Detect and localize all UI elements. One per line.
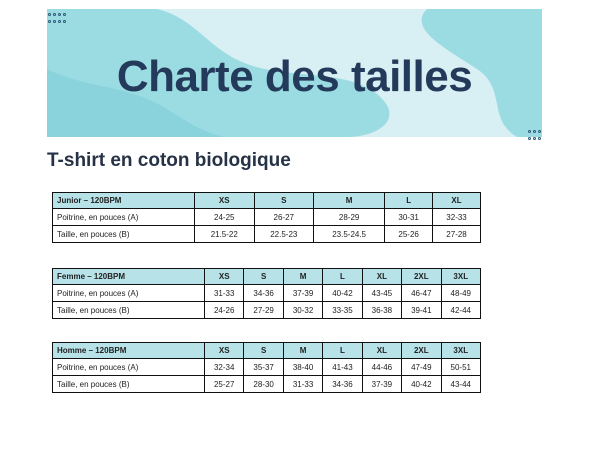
table-cell: 30-31 — [385, 209, 433, 226]
table-header-cell: XS — [205, 269, 244, 285]
size-table-homme — [52, 342, 481, 393]
table-row — [53, 376, 481, 393]
table-cell: 21.5-22 — [195, 226, 255, 243]
table-cell: Taille, en pouces (B) — [53, 302, 205, 319]
table-header-cell: L — [385, 193, 433, 209]
table-row — [53, 226, 481, 243]
table-cell: 33-35 — [323, 302, 362, 319]
table-cell: 25-26 — [385, 226, 433, 243]
table-cell: Poitrine, en pouces (A) — [53, 285, 205, 302]
table-cell: 35-37 — [244, 359, 283, 376]
table-cell: Taille, en pouces (B) — [53, 376, 205, 393]
size-table-junior — [52, 192, 481, 243]
table-row — [53, 359, 481, 376]
table-cell: 34-36 — [323, 376, 362, 393]
table-cell: 44-46 — [362, 359, 401, 376]
table-header-cell: XL — [362, 343, 401, 359]
table-cell: 48-49 — [441, 285, 480, 302]
table-row — [53, 285, 481, 302]
table-cell: 27-29 — [244, 302, 283, 319]
table-cell: 37-39 — [283, 285, 322, 302]
table-cell: 47-49 — [402, 359, 441, 376]
size-table-femme — [52, 268, 481, 319]
table-header-cell: M — [283, 343, 322, 359]
table-header-cell: XL — [433, 193, 481, 209]
table-header-cell: Homme – 120BPM — [53, 343, 205, 359]
table-header-cell: 3XL — [441, 343, 480, 359]
table-cell: 32-33 — [433, 209, 481, 226]
table-cell: 42-44 — [441, 302, 480, 319]
table-cell: 24-25 — [195, 209, 255, 226]
table-cell: 31-33 — [205, 285, 244, 302]
table-cell: 26-27 — [254, 209, 314, 226]
table-cell: 37-39 — [362, 376, 401, 393]
decorative-dots-icon — [527, 126, 542, 140]
table-cell: 31-33 — [283, 376, 322, 393]
table-cell: 28-30 — [244, 376, 283, 393]
table-header-row — [53, 343, 481, 359]
table-header-cell: Junior – 120BPM — [53, 193, 195, 209]
table-cell: 40-42 — [323, 285, 362, 302]
table-header-cell: S — [254, 193, 314, 209]
table-header-cell: 3XL — [441, 269, 480, 285]
table-cell: 50-51 — [441, 359, 480, 376]
table-cell: 46-47 — [402, 285, 441, 302]
table-cell: Taille, en pouces (B) — [53, 226, 195, 243]
table-row — [53, 302, 481, 319]
table-cell: 27-28 — [433, 226, 481, 243]
table-header-cell: 2XL — [402, 343, 441, 359]
table-cell: 40-42 — [402, 376, 441, 393]
product-title: T-shirt en coton biologique — [47, 150, 291, 171]
table-cell: 23.5-24.5 — [314, 226, 385, 243]
table-cell: 24-26 — [205, 302, 244, 319]
title-banner — [47, 9, 542, 137]
table-cell: 36-38 — [362, 302, 401, 319]
table-header-cell: S — [244, 343, 283, 359]
table-cell: 34-36 — [244, 285, 283, 302]
table-header-cell: L — [323, 269, 362, 285]
table-header-cell: 2XL — [402, 269, 441, 285]
table-header-cell: M — [314, 193, 385, 209]
table-header-cell: XL — [362, 269, 401, 285]
table-cell: 25-27 — [205, 376, 244, 393]
table-cell: 28-29 — [314, 209, 385, 226]
decorative-dots-icon — [47, 9, 67, 23]
table-header-row — [53, 193, 481, 209]
table-cell: 39-41 — [402, 302, 441, 319]
table-header-cell: Femme – 120BPM — [53, 269, 205, 285]
table-cell: 43-44 — [441, 376, 480, 393]
table-header-cell: S — [244, 269, 283, 285]
table-cell: 43-45 — [362, 285, 401, 302]
table-cell: 30-32 — [283, 302, 322, 319]
table-header-cell: XS — [205, 343, 244, 359]
table-cell: 32-34 — [205, 359, 244, 376]
table-cell: 41-43 — [323, 359, 362, 376]
table-cell: 22.5-23 — [254, 226, 314, 243]
table-cell: Poitrine, en pouces (A) — [53, 359, 205, 376]
table-cell: Poitrine, en pouces (A) — [53, 209, 195, 226]
table-header-cell: XS — [195, 193, 255, 209]
table-cell: 38-40 — [283, 359, 322, 376]
table-row — [53, 209, 481, 226]
table-header-cell: M — [283, 269, 322, 285]
page-title: Charte des tailles — [116, 52, 473, 101]
table-header-cell: L — [323, 343, 362, 359]
table-header-row — [53, 269, 481, 285]
